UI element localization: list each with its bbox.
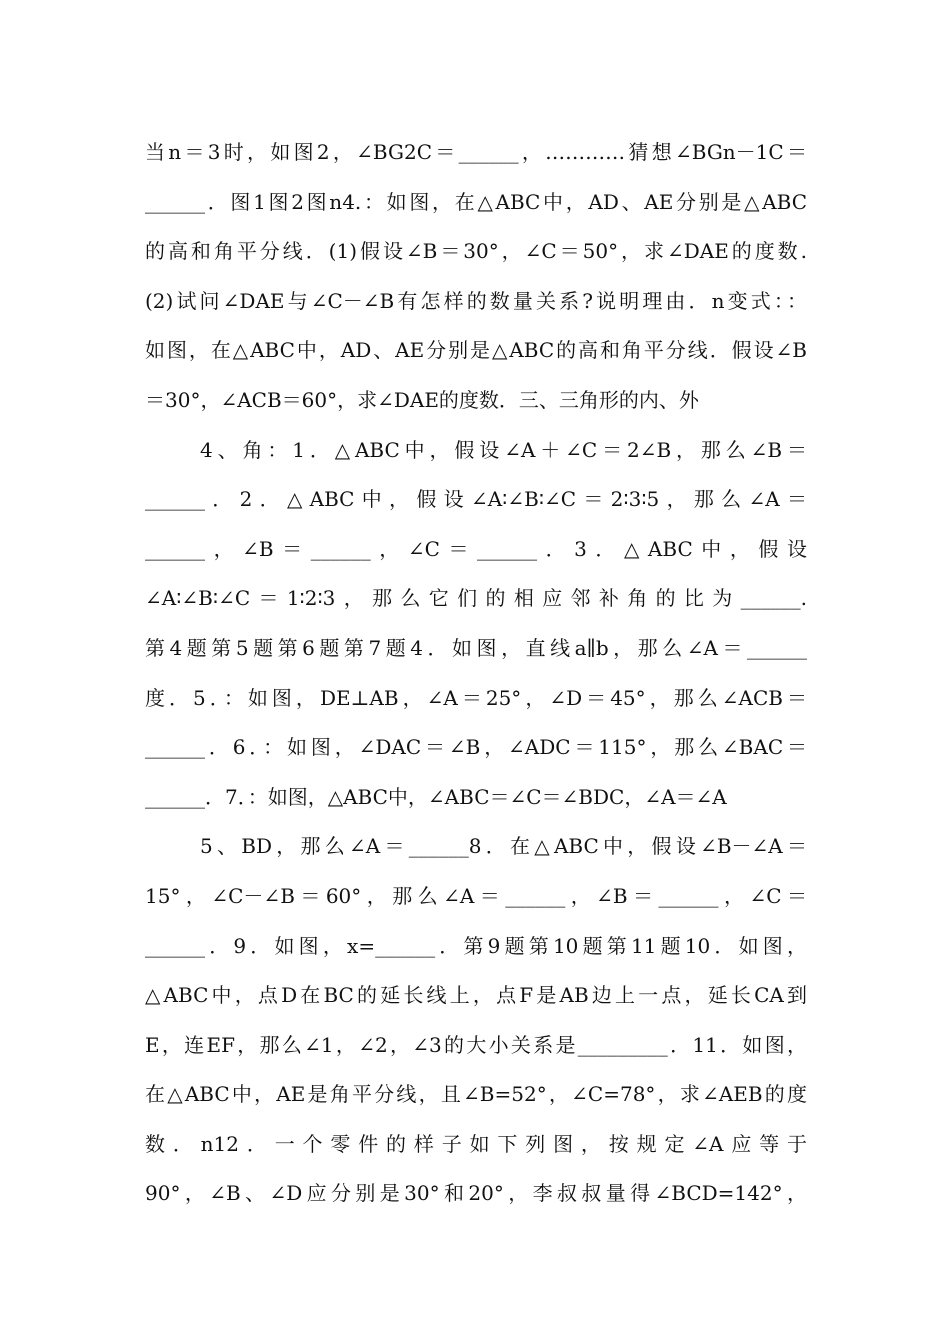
text-line: 数．n12．一个零件的样子如下列图，按规定∠A应等于	[145, 1131, 807, 1156]
text-line: ______．7．：如图，△ABC中，∠ABC＝∠C＝∠BDC，∠A＝∠A	[145, 784, 727, 809]
text-line: 4、角：1．△ABC中，假设∠A＋∠C＝2∠B，那么∠B＝	[200, 437, 807, 462]
text-line: ______．9．如图，x=______．第9题第10题第11题10．如图，	[145, 933, 807, 958]
text-line: ______．2．△ABC中，假设∠A∶∠B∶∠C＝2∶3∶5，那么∠A＝	[145, 487, 807, 512]
text-line: △ABC中，点D在BC的延长线上，点F是AB边上一点，延长CA到	[145, 983, 807, 1008]
text-line: ______．6．：如图，∠DAC＝∠B，∠ADC＝115°，那么∠BAC＝	[145, 735, 807, 760]
text-line: 第4题第5题第6题第7题4．如图，直线a∥b，那么∠A＝______	[145, 635, 807, 660]
text-line: 的高和角平分线．(1)假设∠B＝30°，∠C＝50°，求∠DAE的度数.	[145, 239, 807, 264]
document-body	[145, 128, 807, 1219]
text-line: 度．5．：如图，DE⊥AB，∠A＝25°，∠D＝45°，那么∠ACB＝	[145, 685, 807, 710]
text-line: ∠A∶∠B∶∠C＝1∶2∶3，那么它们的相应邻补角的比为______.	[145, 586, 807, 611]
text-line: ______，∠B＝______，∠C＝______．3．△ABC中，假设	[145, 536, 807, 561]
text-line: 15°，∠C－∠B＝60°，那么∠A＝______，∠B＝______，∠C＝	[145, 883, 807, 908]
text-line: 在△ABC中，AE是角平分线，且∠B=52°，∠C=78°，求∠AEB的度	[145, 1082, 807, 1107]
text-line: (2)试问∠DAE与∠C－∠B有怎样的数量关系?说明理由．n变式：：	[145, 288, 807, 313]
text-line: 5、BD，那么∠A＝______8．在△ABC中，假设∠B－∠A＝	[200, 834, 807, 859]
text-line: ＝30°，∠ACB＝60°，求∠DAE的度数．三、三角形的内、外	[145, 387, 699, 412]
text-line: 90°，∠B、∠D应分别是30°和20°，李叔叔量得∠BCD=142°，	[145, 1181, 807, 1206]
text-line: E，连EF，那么∠1，∠2，∠3的大小关系是_________．11．如图，	[145, 1032, 807, 1057]
text-line: 当n＝3时，如图2，∠BG2C＝______，…………猜想∠BGn－1C＝	[145, 140, 807, 164]
text-line: 如图，在△ABC中，AD、AE分别是△ABC的高和角平分线．假设∠B	[145, 338, 807, 363]
text-line: ______．图1图2图n4.：如图，在△ABC中，AD、AE分别是△ABC	[145, 189, 807, 214]
